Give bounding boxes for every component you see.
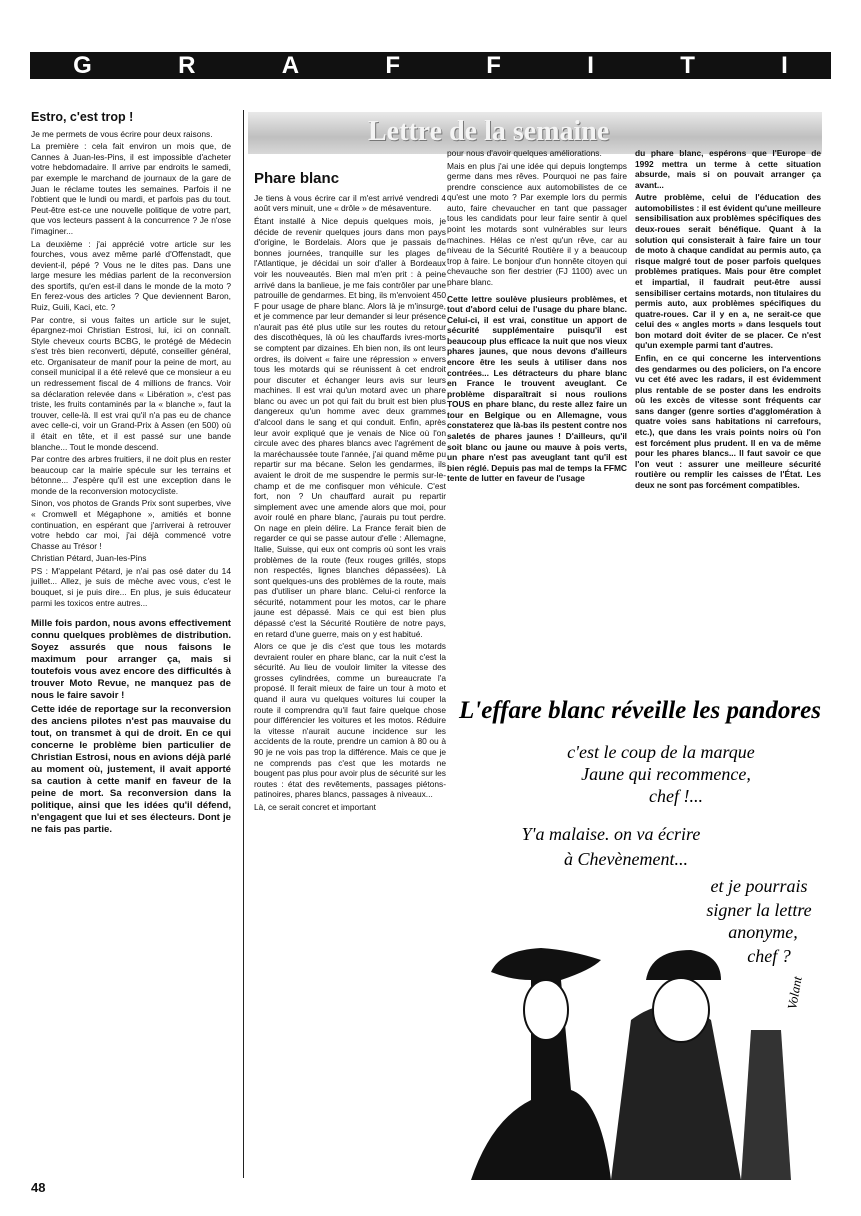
banner-letter: G xyxy=(73,51,92,79)
bubble-line: et je pourrais xyxy=(710,876,808,896)
paragraph: Sinon, vos photos de Grands Prix sont superbes, vive « Cromwell et Mégaphone », amitiés et bonne continuation, en espérant que j'arriverai à retrouver votre hebdo car moi, j'ai déjà commencé votre Chasse au Trésor ! xyxy=(31,498,231,551)
paragraph: Par contre des arbres fruitiers, il ne doit plus en rester beaucoup car la mairie spécule sur les terrains et bétonne... J'espère qu'il est une exception dans le monde de la reconversion motocycliste. xyxy=(31,454,231,496)
bubble-line: Y'a malaise. on va écrire xyxy=(521,824,701,844)
cartoon xyxy=(451,680,826,1180)
letter-phare-blanc xyxy=(254,170,446,814)
editor-reply-continued xyxy=(635,148,821,493)
paragraph: Mais en plus j'ai une idée qui depuis longtemps germe dans mes rêves. Pourquoi ne pas faire prendre conscience aux automobilistes de ce qu'est une moto ? Par exemple lors du permis auto, faire chevaucher en tant que passager tous les candidats pour leur faire sentir à quel point les motards sont vulnérables sur leurs machines. Hélas ce n'est qu'un rêve, car au niveau de la Sécurité Routière il y a beaucoup trop à faire. Le bonjour d'un honnête citoyen qui chevauche son fier destrier (FJ 1100) avec un phare blanc. xyxy=(447,160,627,287)
gendarme-face xyxy=(653,978,709,1042)
bubble-line: signer la lettre xyxy=(706,900,812,920)
editor-reply: Mille fois pardon, nous avons effectivement connu quelques problèmes de distribution. Soyez assurés que nous faisons le maximum pour arranger ça, mais si toutefois vous avez encore des difficultés à trouver Moto Revue, ne manquez pas de nous le faire savoir ! xyxy=(31,618,231,702)
paragraph: Je tiens à vous écrire car il m'est arrivé vendredi 4 août vers minuit, une « drôle » de mésaventure. xyxy=(254,192,446,214)
banner-letter: I xyxy=(781,51,788,79)
bubble-line: à Chevènement... xyxy=(564,849,688,869)
banner-letter: R xyxy=(178,51,196,79)
bubble-line: chef !... xyxy=(649,786,703,806)
editor-reply: Cette lettre soulève plusieurs problèmes, et tout d'abord celui de l'usage du phare blanc. Celui-ci, il est vrai, constitue un apport de sécurité supplémentaire puisqu'il est beaucoup plus efficace la nuit que nos vieux phares jaunes, que nous devons d'ailleurs encore être les seuls à utiliser dans nos contrées... Les détracteurs du phare blanc en France le trouvent aveuglant. Ce problème disparaîtrait si nous roulions TOUS en phare blanc, du reste allez faire un tour en Belgique ou en Allemagne, vous constaterez que là-bas ils pestent contre nos saletés de phares jaunes ! D'ailleurs, qu'il soit blanc ou jaune ou mauve à pois verts, un phare n'est pas aveuglant tant qu'il est bien réglé. Depuis pas mal de temps la FFMC tente de lutter en faveur de l'usage xyxy=(447,293,627,484)
cartoon-caption: L'effare blanc réveille les pandores xyxy=(459,697,821,724)
paragraph: Christian Pétard, Juan-les-Pins xyxy=(31,553,147,564)
paragraph: du phare blanc, espérons que l'Europe de 1992 mettra un terme à cette situation absurde, mais si on pouvait arranger ça avant... xyxy=(635,148,821,190)
paragraph: pour nous d'avoir quelques améliorations. xyxy=(447,148,602,158)
banner-letter: F xyxy=(486,51,501,79)
paragraph: Je me permets de vous écrire pour deux raisons. xyxy=(31,128,213,139)
banner-letter: F xyxy=(385,51,401,79)
section-title: Lettre de la semaine xyxy=(368,116,610,147)
paragraph: Par contre, si vous faites un article sur le sujet, épargnez-moi Christian Estrosi, lui, ici on connaît. Style cheveux courts BCBG, le protégé de Médecin s'est très bien reconverti, député, conseiller général, etc. Organisateur de manif pour la peine de mort, au conseil municipal il a été relevé que ce monsieur a eu un redressement fiscal de 4 millions de francs. Voir sa déclaration relevée dans « Libération », c'est pas triste, les fruits contaminés par la « blanche », faut la trouver, celle-là. Il est vrai qu'il n'a pas eu de chance avec celle-ci, voir un Grand-Prix à Assen (en 500) où il était en tête, et il est passé sur une bande blanche... Tout le monde descend. xyxy=(31,314,231,452)
paragraph: Étant installé à Nice depuis quelques mois, je décide de revenir quelques jours dans mon pays d'origine, le Bordelais. Alors que je passais de bonnes journées, tranquille sur les plages de l'Atlantique, je décidai un soir d'aller à Bordeaux voir les nouveautés. Bien mal m'en prit : à peine arrivé dans la banlieue, je me fais contrôler par une patrouille de gendarmes. Et bing, ils m'envoient 450 F pour usage de phare blanc. Alors là je m'insurge, et je commence par leur demander si leur présence n'aurait pas été plus utile sur les routes du retour des discothèques, là où les chauffards ivres-morts se comptent par dizaines. Eh bien non, ils ont leurs ordres, ils doivent « faire une répression » envers tous les motards qui se réunissent à cet endroit pour discuter et échanger leurs avis sur leurs machines. Il est vrai qu'un motard avec un phare blanc ou avec un pot qui fait du bruit est bien plus dangereux qu'un homme avec deux grammes d'alcool dans le sang et qui conduit. Enfin, après leur avoir expliqué que je venais de Nice où l'on circule avec des phares blancs avec l'agrément de la maréchaussée toute l'année, j'ai quand même pu repartir sur ma bécane. Selon les gendarmes, ils avaient le droit de me suspendre le permis sur-le-champ et de me confisquer mon véhicule. C'est fort, non ? Un chauffard aurait pu repartir simplement avec une amende alors que moi, pour avoir roulé en phare blanc, j'aurais pu tout perdre. On nage en plein délire. La France ferait bien de regarder ce qui se passe autour d'elle : Allemagne, Italie, Suisse, qui eux ont compris où sont les vrais problèmes de la route (feux rouges grillés, stops non respectés, lignes blanches dépassées). Là sont quelques-uns des problèmes de la route, mais pas d'utiliser un phare blanc. Celui-ci renforce la sécurité, notamment pour les motos, car le phare jaune est dépassé. Mais ce qui est bien plus dépassé c'est la Sécurité Routière de notre pays, en retard d'une guerre, mais on y est habitué. xyxy=(254,216,447,639)
page-number: 48 xyxy=(31,1180,46,1195)
letter-estro xyxy=(31,110,231,838)
paragraph: Alors ce que je dis c'est que tous les motards devraient rouler en phare blanc, car la nuit c'est la sécurité. Au lieu de vouloir limiter la vitesse des grosses cylindrées, comme un bureaucrate l'a proposé. Il ferait mieux de faire un tour à moto et quand il aura vu quelques voitures lui couper la route il comprendra qu'il faut faire quelque chose pour différencier les voitures et les motos. Réduire la vitesse n'aurait aucune incidence sur les accidents de la route, prendre un camion à 80 ou à 90 je ne vois pas trop la différence. Mais ce que je ne comprends pas c'est que les motards ne bougent pas plus pour avoir plus de sécurité sur les routes : état des revêtements, passages piétons-patinoires, phares blancs, passages à niveaux... xyxy=(254,641,446,800)
artist-signature: Volant xyxy=(784,975,805,1011)
paragraph: La deuxième : j'ai apprécié votre article sur les fourches, vous avez même parlé d'Offenstadt, que devient-il, pépé ? Vous ne le dites pas. Dans une large mesure les médias parlent de la reconversion des sportifs, qu'en est-il dans le monde de la moto ? En ferez-vous des articles ? Que deviennent Baron, Ruiz, Guili, Kaci, etc. ? xyxy=(31,238,231,312)
bubble-line: anonyme, xyxy=(728,922,798,942)
banner-letter: T xyxy=(680,51,695,79)
letter-title: Estro, c'est trop ! xyxy=(31,110,134,124)
column-divider xyxy=(243,110,244,1178)
gendarme-face xyxy=(524,980,568,1040)
banner-letter: I xyxy=(587,51,594,79)
paragraph: Autre problème, celui de l'éducation des automobilistes : il est évident qu'une meilleure sensibilisation aux problèmes spécifiques des deux-roues serait bénéfique. Quant à la solution qui consisterait à faire faire un tour de moto à chaque candidat au permis auto, ça risque malgré tout de poser parfois quelques problèmes pratiques. Mais pour être complet et impartial, il faudrait peut-être aussi sensibiliser certains motards, non titulaires du permis auto, aux problèmes spécifiques du quatre-roues. Car il y en a, ne serait-ce que celui des « angles morts » dans lesquels tout bon motard doit éviter de se placer. Ce n'est qu'un exemple parmi tant d'autres. xyxy=(635,192,821,351)
paragraph: PS : M'appelant Pétard, je n'ai pas osé dater du 14 juillet... Allez, je suis de mèche avec vous, c'est le bouquet, si je puis dire... En plus, je suis éducateur parmi les toxicos entre autres... xyxy=(31,565,231,608)
paragraph: Là, ce serait concret et important xyxy=(254,801,376,812)
bubble-line: chef ? xyxy=(747,946,791,966)
editor-reply: Cette idée de reportage sur la reconversion des anciens pilotes n'est pas mauvaise du tout, on transmet à qui de droit. En ce qui concerne le problème bien particulier de Christian Estrosi, nous en avions déjà parlé au moment où, justement, il avait apporté sa caution à cette manif en faveur de la peine de mort. Sa reconversion dans la politique, ainsi que les idées qu'il défend, n'engagent que lui et ses électeurs. Dont je ne fais pas partie. xyxy=(31,704,231,835)
bubble-line: c'est le coup de la marque xyxy=(567,742,755,762)
bubble-line: Jaune qui recommence, xyxy=(581,764,751,784)
paragraph: Enfin, en ce qui concerne les interventions des gendarmes ou des policiers, on l'a encore vu cet été avec les radars, il est évidemment plus rentable de se poster dans les endroits où les excès de vitesse sont fréquents car sans danger (genre sorties d'agglomération à quatre voies sans habitations ni carrefours, etc.), que dans les vrais points noirs où l'on est forcément plus prudent. Il en va de même pour les phares blancs... Il faut savoir ce que l'on veut : assurer une meilleure sécurité routière ou remplir les caisses de l'État. Les deux ne sont pas forcément compatibles. xyxy=(635,352,821,490)
paragraph: La première : cela fait environ un mois que, de Cannes à Juan-les-Pins, il est impossible d'acheter votre hebdomadaire. Il arrive par endroits le samedi, par exemple le marchand de journaux de la gare de Juan le réclame toutes les semaines. Parfois il ne l'obtient que le lundi ou mardi, et parfois pas du tout. Peut-être est-ce une nouvelle politique de votre part, que vos lecteurs passent à la concurrence ? Je n'ose l'imaginer... xyxy=(31,141,231,236)
letter-title: Phare blanc xyxy=(254,170,340,187)
letter-continuation xyxy=(447,148,627,486)
banner-letter: A xyxy=(281,51,300,79)
graffiti-banner xyxy=(30,52,831,79)
